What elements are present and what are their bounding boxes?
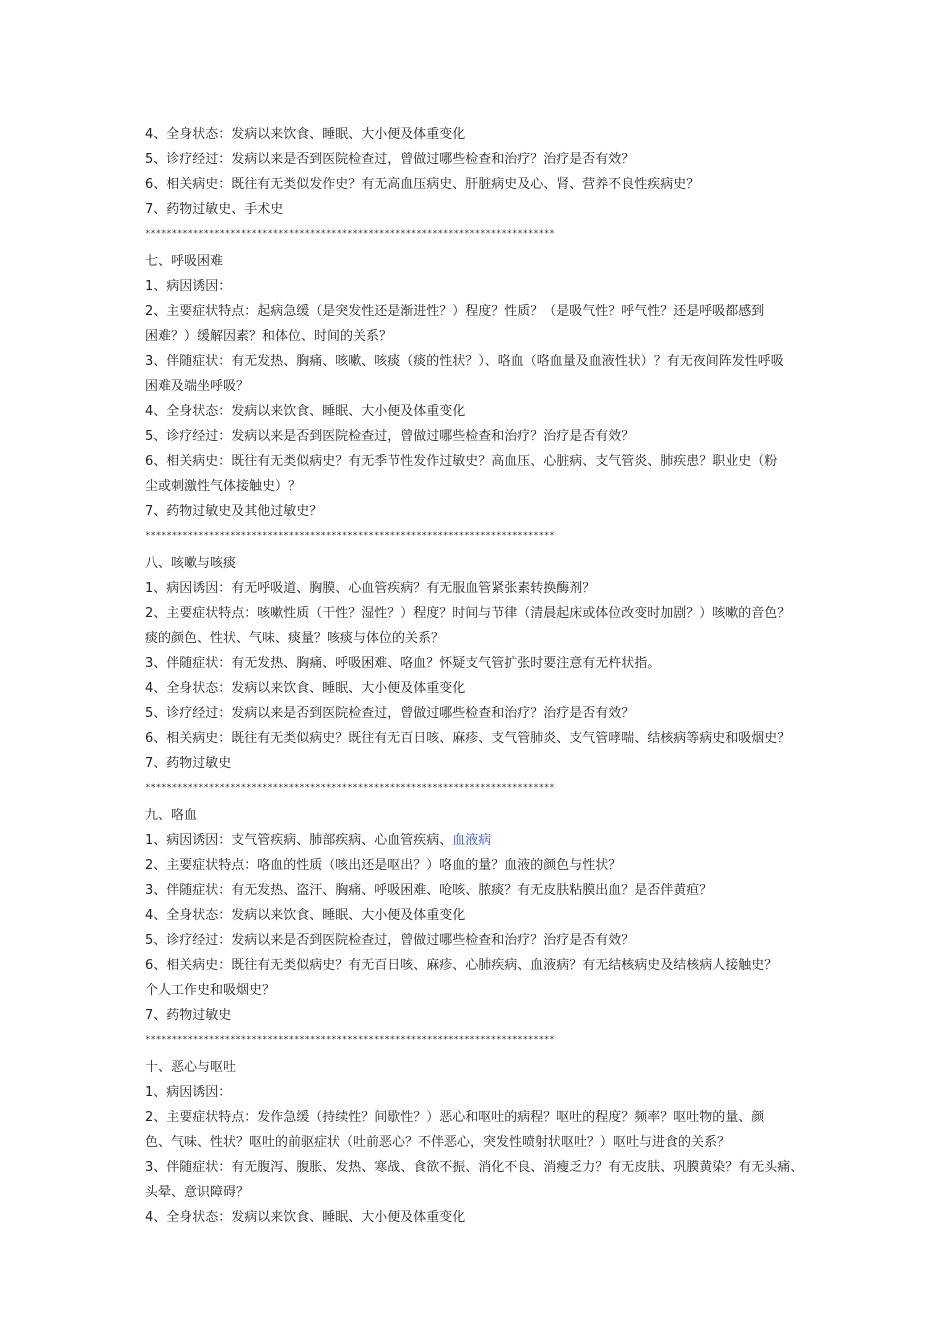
- sec9-line-4: 4、全身状态：发病以来饮食、睡眠、大小便及体重变化: [145, 908, 466, 923]
- blood-disease-link[interactable]: 血液病: [452, 833, 492, 848]
- sec6-line-4: 4、全身状态：发病以来饮食、睡眠、大小便及体重变化: [145, 127, 466, 142]
- sec8-line-2b: 痰的颜色、性状、气味、痰量？咳痰与体位的关系？: [145, 631, 445, 646]
- sec7-line-7: 7、药物过敏史及其他过敏史？: [145, 504, 323, 519]
- section-9-title: 九、咯血: [145, 808, 198, 823]
- sec8-line-2a: 2、主要症状特点：咳嗽性质（干性？湿性？）程度？时间与节律（清晨起床或体位改变时加剧？）咳嗽的音色？: [145, 606, 791, 621]
- sec8-line-7: 7、药物过敏史: [145, 756, 232, 771]
- sec7-line-2a: 2、主要症状特点：起病急缓（是突发性还是渐进性？）程度？性质？（是吸气性？呼气性？还是呼吸都感到: [145, 304, 765, 319]
- sec10-line-3b: 头晕、意识障碍？: [145, 1185, 250, 1200]
- sec10-line-2a: 2、主要症状特点：发作急缓（持续性？间歇性？）恶心和呕吐的病程？呕吐的程度？频率？呕吐物的量、颜: [145, 1110, 765, 1125]
- sec8-line-1: 1、病因诱因：有无呼吸道、胸膜、心血管疾病？有无服血管紧张素转换酶剂？: [145, 581, 596, 596]
- separator: *****************************************************************************: [145, 229, 555, 239]
- sec7-line-5: 5、诊疗经过：发病以来是否到医院检查过，曾做过哪些检查和治疗？治疗是否有效？: [145, 429, 635, 444]
- sec7-line-3a: 3、伴随症状：有无发热、胸痛、咳嗽、咳痰（痰的性状？）、咯血（咯血量及血液性状）？有无夜间阵发性呼吸: [145, 354, 784, 369]
- sec7-line-3b: 困难及端坐呼吸？: [145, 379, 250, 394]
- sec7-line-6b: 尘或刺激性气体接触史）？: [145, 479, 302, 494]
- section-7-title: 七、呼吸困难: [145, 254, 224, 269]
- separator: *****************************************************************************: [145, 1035, 555, 1045]
- sec9-line-7: 7、药物过敏史: [145, 1008, 232, 1023]
- sec10-line-2b: 色、气味、性状？呕吐的前驱症状（吐前恶心？不伴恶心，突发性喷射状呕吐？）呕吐与进食的关系？: [145, 1135, 731, 1150]
- section-10-title: 十、恶心与呕吐: [145, 1060, 237, 1075]
- sec7-line-6a: 6、相关病史：既往有无类似病史？有无季节性发作过敏史？高血压、心脏病、支气管炎、肺疾患？职业史（粉: [145, 454, 778, 469]
- sec9-line-3: 3、伴随症状：有无发热、盗汗、胸痛、呼吸困难、呛咳、脓痰？有无皮肤粘膜出血？是否伴黄疸？: [145, 883, 713, 898]
- sec7-line-2b: 困难？）缓解因素？和体位、时间的关系？: [145, 329, 393, 344]
- sec6-line-5: 5、诊疗经过：发病以来是否到医院检查过，曾做过哪些检查和治疗？治疗是否有效？: [145, 152, 635, 167]
- section-8-title: 八、咳嗽与咳痰: [145, 556, 237, 571]
- sec9-line-1: [145, 828, 825, 853]
- sec8-line-4: 4、全身状态：发病以来饮食、睡眠、大小便及体重变化: [145, 681, 466, 696]
- sec9-line-1-text: 1、病因诱因：支气管疾病、肺部疾病、心血管疾病、: [145, 833, 453, 848]
- sec8-line-6: 6、相关病史：既往有无类似病史？既往有无百日咳、麻疹、支气管肺炎、支气管哮喘、结核病等病史和吸烟史？: [145, 731, 791, 746]
- sec9-line-6b: 个人工作史和吸烟史？: [145, 983, 276, 998]
- sec10-line-4: 4、全身状态：发病以来饮食、睡眠、大小便及体重变化: [145, 1210, 466, 1225]
- separator: *****************************************************************************: [145, 783, 555, 793]
- separator: *****************************************************************************: [145, 531, 555, 541]
- sec10-line-3a: 3、伴随症状：有无腹泻、腹胀、发热、寒战、食欲不振、消化不良、消瘦乏力？有无皮肤、巩膜黄染？有无头痛、: [145, 1160, 804, 1175]
- sec8-line-5: 5、诊疗经过：发病以来是否到医院检查过，曾做过哪些检查和治疗？治疗是否有效？: [145, 706, 635, 721]
- sec10-line-1: 1、病因诱因：: [145, 1085, 232, 1100]
- sec8-line-3: 3、伴随症状：有无发热、胸痛、呼吸困难、咯血？怀疑支气管扩张时要注意有无杵状指。: [145, 656, 661, 671]
- sec6-line-6: 6、相关病史：既往有无类似发作史？有无高血压病史、肝脏病史及心、肾、营养不良性疾病史？: [145, 177, 700, 192]
- sec9-line-6a: 6、相关病史：既往有无类似病史？有无百日咳、麻疹、心肺疾病、血液病？有无结核病史及结核病人接触史？: [145, 958, 778, 973]
- sec9-line-5: 5、诊疗经过：发病以来是否到医院检查过，曾做过哪些检查和治疗？治疗是否有效？: [145, 933, 635, 948]
- sec9-line-2: 2、主要症状特点：咯血的性质（咳出还是呕出？）咯血的量？血液的颜色与性状？: [145, 858, 622, 873]
- sec7-line-4: 4、全身状态：发病以来饮食、睡眠、大小便及体重变化: [145, 404, 466, 419]
- sec7-line-1: 1、病因诱因：: [145, 279, 232, 294]
- sec6-line-7: 7、药物过敏史、手术史: [145, 202, 284, 217]
